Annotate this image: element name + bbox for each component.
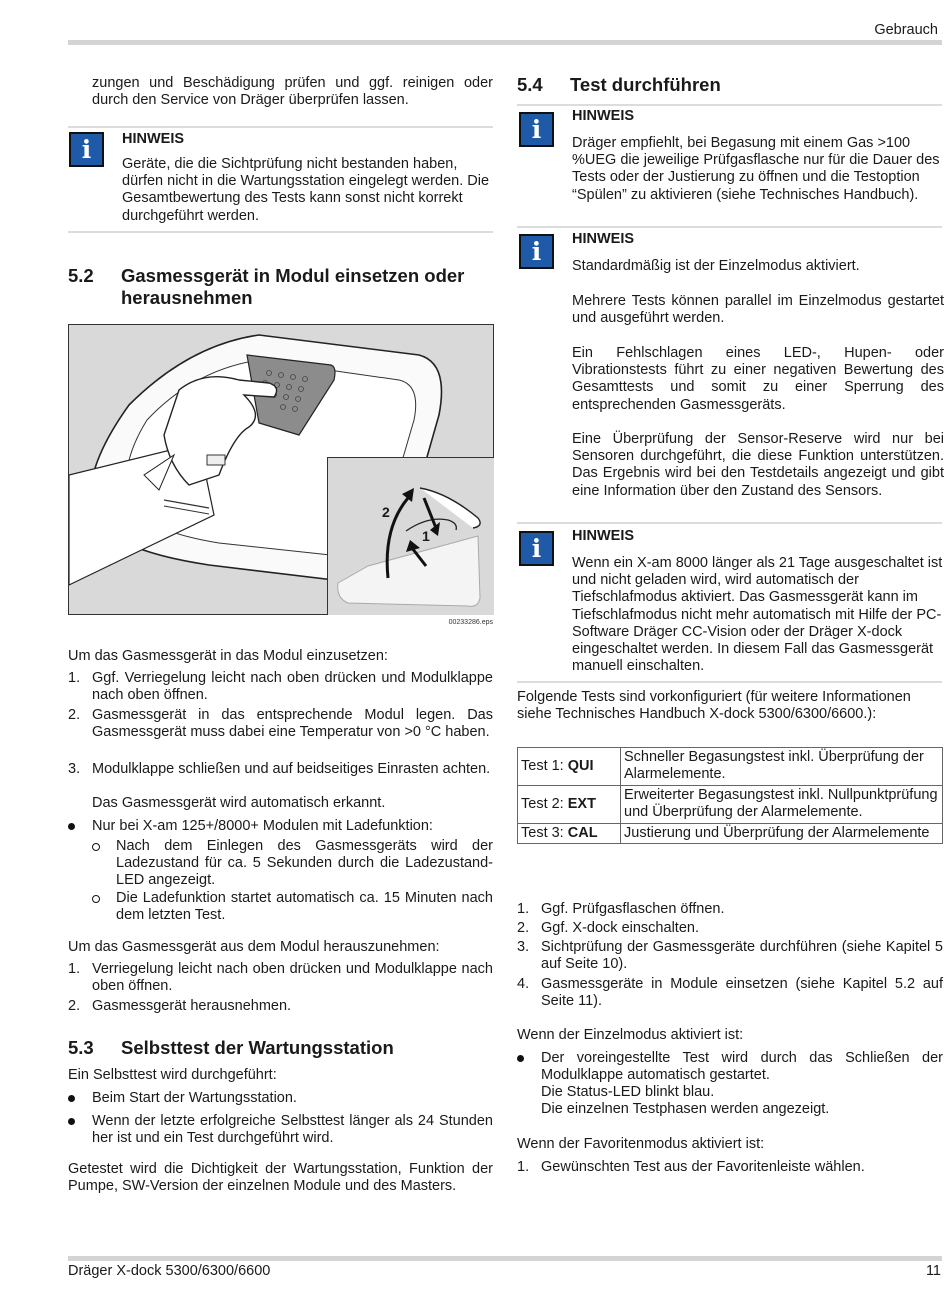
- procedure-step: [517, 939, 943, 975]
- note-title: HINWEIS: [572, 108, 635, 124]
- selftest-closing: Getestet wird die Dichtigkeit der Wartungsstation, Funktion der Pumpe, SW-Version der einzelnen Module und des Masters.: [68, 1161, 493, 1195]
- procedure-step: [517, 976, 943, 1012]
- section-number: 5.4: [517, 74, 543, 95]
- bullet-text: Beim Start der Wartungsstation.: [92, 1090, 297, 1106]
- subitem-text: Nach dem Einlegen des Gasmessgeräts wird der Ladezustand für ca. 5 Sekunden durch die Ladezustand-LED angezeigt.: [116, 838, 493, 889]
- test-label-cell: Test 1: QUI: [518, 748, 621, 786]
- step-text: Gasmessgerät in das entsprechende Modul legen. Das Gasmessgerät muss dabei eine Temperatur von >0 °C haben.: [92, 707, 493, 741]
- test-label-cell: Test 3: CAL: [518, 823, 621, 843]
- step-text: Verriegelung leicht nach oben drücken und Modulklappe nach oben öffnen.: [92, 961, 493, 995]
- step-marker: 1.: [517, 901, 530, 917]
- section-title-line1: Gasmessgerät in Modul einsetzen oder: [121, 265, 465, 286]
- selftest-bullet: [68, 1090, 493, 1108]
- note-paragraph: Ein Fehlschlagen eines LED-, Hupen- oder Vibrationstests führt zu einer negativen Bewertung des Gesamttests und somit zu einer Sperrung des entsprechenden Gasmessgeräts.: [572, 345, 944, 413]
- procedure-step: [517, 920, 943, 938]
- header-rule: [68, 40, 942, 45]
- step-marker: 3.: [517, 939, 530, 955]
- step-marker: 3.: [68, 761, 81, 777]
- note-paragraph: Mehrere Tests können parallel im Einzelmodus gestartet und ausgeführt werden.: [572, 293, 944, 327]
- bullet-icon: [68, 1118, 75, 1125]
- note-paragraph: Standardmäßig ist der Einzelmodus aktiviert.: [572, 258, 860, 274]
- step-text: Ggf. Verriegelung leicht nach oben drücken und Modulklappe nach oben öffnen.: [92, 670, 493, 704]
- section-title: Selbsttest der Wartungsstation: [121, 1037, 394, 1058]
- running-header: Gebrauch: [874, 22, 938, 38]
- selftest-intro: Ein Selbsttest wird durchgeführt:: [68, 1067, 277, 1083]
- test-description-cell: Justierung und Überprüfung der Alarmelemente: [621, 823, 943, 843]
- step-label-2: 2: [382, 504, 390, 520]
- remove-intro: Um das Gasmessgerät aus dem Modul herauszunehmen:: [68, 939, 440, 955]
- page-number: 11: [925, 1263, 941, 1279]
- test-description-cell: Erweiterter Begasungstest inkl. Nullpunktprüfung und Überprüfung der Alarmelemente.: [621, 785, 943, 823]
- section-heading-5-3: [68, 1037, 498, 1061]
- info-icon: i: [519, 234, 554, 269]
- bullet-result: Die einzelnen Testphasen werden angezeigt.: [541, 1101, 830, 1117]
- charging-bullet: [68, 818, 493, 836]
- section-title-line2: herausnehmen: [121, 287, 253, 308]
- bullet-icon: [68, 1095, 75, 1102]
- note-divider: [517, 522, 942, 524]
- figure-caption: 00233286.eps: [448, 619, 493, 626]
- test-code: QUI: [567, 757, 594, 774]
- info-icon: i: [519, 112, 554, 147]
- footer-rule: [68, 1256, 942, 1261]
- section-number: 5.3: [68, 1037, 94, 1058]
- note-text: Wenn ein X-am 8000 länger als 21 Tage ausgeschaltet ist und nicht geladen wird, wird automatisch der Tiefschlafmodus aktiviert. Das Gasmessgerät kann im Tiefschlafmodus nicht mehr automatisch mit Hilfe der PC-Software Dräger CC-Vision oder der Dräger X-dock eingeschaltet werden. In diesem Fall das Gasmessgerät manuell einschalten.: [572, 555, 943, 675]
- note-text: Dräger empfiehlt, bei Begasung mit einem Gas >100 %UEG die jeweilige Prüfgasflasche nur für die Dauer des Tests oder der Justierung zu öffnen und die Testoption “Spülen” zu aktivieren (siehe Technisches Handbuch).: [572, 135, 940, 203]
- step-marker: 1.: [68, 670, 81, 686]
- insert-step: [68, 707, 493, 759]
- bullet-icon: [68, 823, 75, 830]
- test-label-cell: Test 2: EXT: [518, 785, 621, 823]
- section-number: 5.2: [68, 265, 94, 286]
- insert-intro: Um das Gasmessgerät in das Modul einzusetzen:: [68, 648, 388, 664]
- step-text: Ggf. Prüfgasflaschen öffnen.: [541, 901, 725, 917]
- section-title: Test durchführen: [570, 74, 721, 95]
- step-text: Ggf. X-dock einschalten.: [541, 920, 699, 936]
- circle-bullet-icon: [92, 895, 100, 903]
- tests-table: [517, 747, 943, 844]
- note-divider-bottom: [68, 231, 493, 233]
- intro-paragraph: zungen und Beschädigung prüfen und ggf. reinigen oder durch den Service von Dräger überprüfen lassen.: [92, 75, 493, 109]
- single-mode-bullet: [517, 1050, 943, 1120]
- bullet-text: Wenn der letzte erfolgreiche Selbsttest länger als 24 Stunden her ist und ein Test durchgeführt wird.: [92, 1113, 493, 1147]
- remove-step: [68, 961, 493, 997]
- step-marker: 1.: [517, 1159, 530, 1175]
- favorite-mode-intro: Wenn der Favoritenmodus aktiviert ist:: [517, 1136, 765, 1152]
- remove-step: [68, 998, 493, 1016]
- info-icon: i: [69, 132, 104, 167]
- note-divider: [517, 681, 942, 683]
- bullet-icon: [517, 1055, 524, 1062]
- selftest-bullet: [68, 1113, 493, 1149]
- note-divider: [517, 104, 942, 106]
- procedure-step: [517, 901, 943, 919]
- note-divider-top: [68, 126, 493, 128]
- charging-subitem: [92, 890, 493, 926]
- table-row: [518, 785, 943, 823]
- note-title: HINWEIS: [122, 131, 185, 147]
- step-label-1: 1: [422, 528, 430, 544]
- bullet-text: Nur bei X-am 125+/8000+ Modulen mit Ladefunktion:: [92, 818, 433, 834]
- step-text: Gasmessgerät herausnehmen.: [92, 998, 292, 1014]
- insert-step: [68, 761, 493, 813]
- table-row: [518, 823, 943, 843]
- note-divider: [517, 226, 942, 228]
- test-description-cell: Schneller Begasungstest inkl. Überprüfung der Alarmelemente.: [621, 748, 943, 786]
- note-title: HINWEIS: [572, 528, 635, 544]
- charging-subitem: [92, 838, 493, 890]
- note-paragraph: Eine Überprüfung der Sensor-Reserve wird nur bei Sensoren durchgeführt, die diese Funktion unterstützen. Das Ergebnis wird bei den Testdetails angezeigt und gibt eine Information über den Zustand des Sensors.: [572, 431, 944, 499]
- section-heading-5-4: [517, 74, 947, 98]
- step-result: Das Gasmessgerät wird automatisch erkannt.: [92, 795, 386, 811]
- tests-intro: Folgende Tests sind vorkonfiguriert (für weitere Informationen siehe Technisches Handbuch X-dock 5300/6300/6600.):: [517, 689, 911, 723]
- step-text: Gewünschten Test aus der Favoritenleiste wählen.: [541, 1159, 865, 1175]
- test-code: CAL: [567, 824, 598, 841]
- step-marker: 1.: [68, 961, 81, 977]
- step-text: Modulklappe schließen und auf beidseitiges Einrasten achten.: [92, 761, 491, 777]
- module-flap-illustration: [328, 458, 494, 615]
- note-text: Geräte, die die Sichtprüfung nicht bestanden haben, dürfen nicht in die Wartungsstation eingelegt werden. Die Gesamtbewertung des Tests kann sonst nicht korrekt durchgeführt werden.: [122, 156, 490, 224]
- test-code: EXT: [567, 795, 596, 812]
- step-marker: 2.: [68, 707, 81, 723]
- step-text: Gasmessgeräte in Module einsetzen (siehe Kapitel 5.2 auf Seite 11).: [541, 976, 943, 1010]
- section-heading-5-2: [68, 265, 498, 311]
- favorite-step: [517, 1159, 943, 1177]
- inset-figure: [327, 457, 494, 615]
- insert-step: [68, 670, 493, 706]
- module-insert-figure: [68, 324, 494, 615]
- step-text: Sichtprüfung der Gasmessgeräte durchführen (siehe Kapitel 5 auf Seite 10).: [541, 939, 943, 973]
- step-marker: 2.: [517, 920, 530, 936]
- single-mode-intro: Wenn der Einzelmodus aktiviert ist:: [517, 1027, 744, 1043]
- note-title: HINWEIS: [572, 231, 635, 247]
- footer-product: Dräger X-dock 5300/6300/6600: [68, 1263, 271, 1279]
- bullet-result: Die Status-LED blinkt blau.: [541, 1084, 715, 1100]
- bullet-text: Der voreingestellte Test wird durch das Schließen der Modulklappe automatisch gestartet.: [541, 1050, 943, 1084]
- step-marker: 2.: [68, 998, 81, 1014]
- circle-bullet-icon: [92, 843, 100, 851]
- subitem-text: Die Ladefunktion startet automatisch ca. 15 Minuten nach dem letzten Test.: [116, 890, 493, 924]
- table-row: [518, 748, 943, 786]
- step-marker: 4.: [517, 976, 530, 992]
- info-icon: i: [519, 531, 554, 566]
